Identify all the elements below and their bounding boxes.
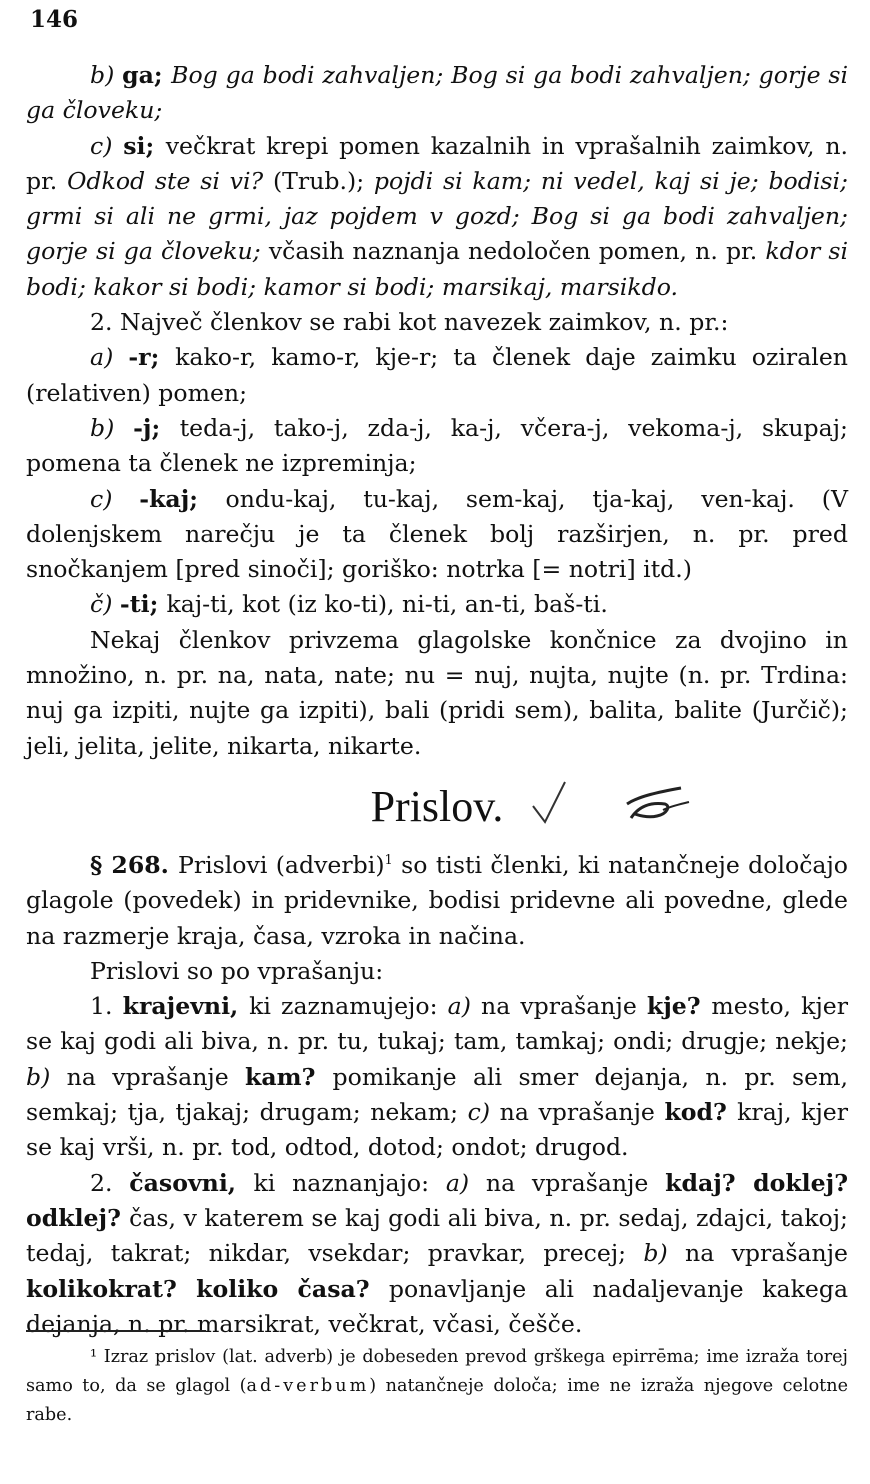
section-heading (26, 778, 848, 836)
paragraph-2-casovni (26, 1166, 848, 1342)
body-text: teda-j, tako-j, zda-j, ka-j, včera-j, vekoma-j, skupaj; pomena ta členek ne izpreminja; (26, 413, 848, 478)
question-term: kje? (646, 992, 712, 1021)
body-text: ) natančneje določa; ime ne izraža njegove celotne rabe. (26, 1376, 848, 1425)
paragraph-c-si (26, 129, 848, 305)
item-letter: c) (467, 1098, 500, 1127)
paragraph-a-r (26, 340, 848, 411)
body-text: so tisti členki, ki natančneje določajo glagole (povedek) in pridevnike, bodisi pridevne ali povedne, glede na razmerje kraja, časa, vzroka in načina. (26, 850, 849, 950)
footnote-divider (26, 1330, 206, 1332)
body-text: na vprašanje (66, 1062, 246, 1091)
item-letter: a) (90, 343, 129, 372)
body-text: kaj-ti, kot (iz ko-ti), ni-ti, an-ti, baš-ti. (166, 590, 608, 619)
item-letter: b) (26, 1062, 67, 1091)
body-text: ki naznanjajo: (253, 1168, 446, 1197)
paragraph-question: Prislovi so po vprašanju: (90, 956, 384, 985)
body-text: pomikanje ali smer dejanja, n. pr. sem, semkaj; tja, tjakaj; drugam; nekam; (26, 1062, 848, 1127)
body-text: Prislovi (adverbi) (177, 850, 385, 879)
item-letter: a) (445, 1168, 486, 1197)
footnote-marker: 1 (384, 853, 393, 869)
question-term: kolikokrat? koliko časa? (26, 1274, 389, 1303)
body-text: ki zaznamujejo: (249, 992, 448, 1021)
body-text: ¹ Izraz prislov (lat. adverb) je dobeseden prevod grškega epirrēma; ime izraža torej samo to, da se glagol ( (26, 1347, 848, 1396)
footnote-text (26, 1343, 848, 1430)
particle-term: si; (123, 131, 166, 160)
item-letter: c) (90, 484, 140, 513)
paragraph-2: 2. Največ členkov se rabi kot navezek zaimkov, n. pr.: (90, 308, 729, 337)
list-number: 1. (90, 992, 123, 1021)
body-text: čas, v katerem se kaj godi ali biva, n. pr. sedaj, zdajci, takoj; tedaj, takrat; nikdar, vsekdar; pravkar, precej; (26, 1203, 848, 1268)
particle-term: -r; (128, 343, 176, 372)
body-text: (Trub.); (272, 166, 374, 195)
spaced-term: ad-verbum (246, 1376, 370, 1396)
example-text: kdor si bodi; kakor si bodi; kamor si bodi; marsikaj, marsikdo. (26, 237, 848, 301)
particle-term: -kaj; (139, 484, 226, 513)
page-number: 146 (30, 6, 79, 33)
example-text: Odkod ste si vi? (67, 166, 273, 195)
body-text: na vprašanje (481, 992, 647, 1021)
paragraph-b-j (26, 411, 848, 482)
paragraph-c-ti (26, 587, 848, 622)
paragraph-c-kaj (26, 482, 848, 588)
list-number: 2. (90, 1168, 130, 1197)
paragraph-268 (26, 848, 848, 954)
body-text: kako-r, kamo-r, kje-r; ta členek daje zaimku oziralen (relativen) pomen; (26, 343, 848, 407)
question-term: kdaj? doklej? odklej? (26, 1168, 849, 1232)
body-text: ponavljanje ali nadaljevanje kakega dejanja, n. pr. marsikrat, večkrat, včasi, češče. (26, 1274, 849, 1338)
paragraph-endings: Nekaj členkov privzema glagolske končnice za dvojino in množino, n. pr. na, nata, nate; nu = nuj, nujta, nujte (n. pr. Trdina: nuj ga izpiti, nujte ga izpiti), bali (pridi sem), balita, balite (Jurčič); jeli, jelita, jelite, nikarta, nikarte. (26, 625, 848, 760)
item-letter: c) (90, 131, 124, 160)
item-letter: a) (447, 992, 481, 1021)
particle-term: -ti; (119, 590, 167, 619)
item-letter: č) (90, 590, 120, 619)
question-term: kod? (664, 1098, 738, 1127)
item-letter: b) (643, 1239, 686, 1268)
question-term: kam? (245, 1062, 333, 1091)
footnote (26, 1343, 848, 1430)
example-text: pojdi si kam; ni vedel, kaj si je; bodisi; grmi si ali ne grmi, jaz pojdem v gozd; Bog si ga bodi zahvaljen; gorje si ga človeku; (26, 166, 849, 266)
paragraph-1-krajevni (26, 989, 848, 1165)
section-number: § 268. (90, 850, 178, 879)
body-text: na vprašanje (499, 1098, 665, 1127)
particle-term: ga; (122, 61, 172, 89)
body-text: na vprašanje (485, 1168, 666, 1197)
body-text: včasih naznanja nedoločen pomen, n. pr. (268, 237, 766, 266)
body-text: kraj, kjer se kaj vrši, n. pr. tod, odtod, dotod; ondot; drugod. (26, 1098, 848, 1162)
item-letter: b) (90, 413, 134, 442)
page-body (26, 58, 848, 1342)
particle-term: -j; (133, 413, 180, 442)
term: krajevni, (122, 992, 250, 1021)
handwritten-marks-icon (531, 778, 731, 838)
body-text: na vprašanje (685, 1239, 848, 1268)
heading-text: Prislov. (370, 781, 504, 831)
body-text: ondu-kaj, tu-kaj, sem-kaj, tja-kaj, ven-kaj. (V dolenjskem narečju je ta členek bolj razširjen, n. pr. pred snočkanjem [pred sinoči]; goriško: notrka [= notri] itd.) (26, 484, 848, 584)
example-text: Bog ga bodi zahvaljen; Bog si ga bodi zahvaljen; gorje si ga človeku; (26, 61, 849, 125)
term: časovni, (129, 1168, 254, 1197)
item-letter: b) (90, 61, 123, 89)
body-text: večkrat krepi pomen kazalnih in vprašalnih zaimkov, n. pr. (26, 131, 849, 195)
paragraph-b-ga (26, 58, 848, 129)
body-text: mesto, kjer se kaj godi ali biva, n. pr. tu, tukaj; tam, tamkaj; ondi; drugje; nekje; (26, 992, 848, 1056)
